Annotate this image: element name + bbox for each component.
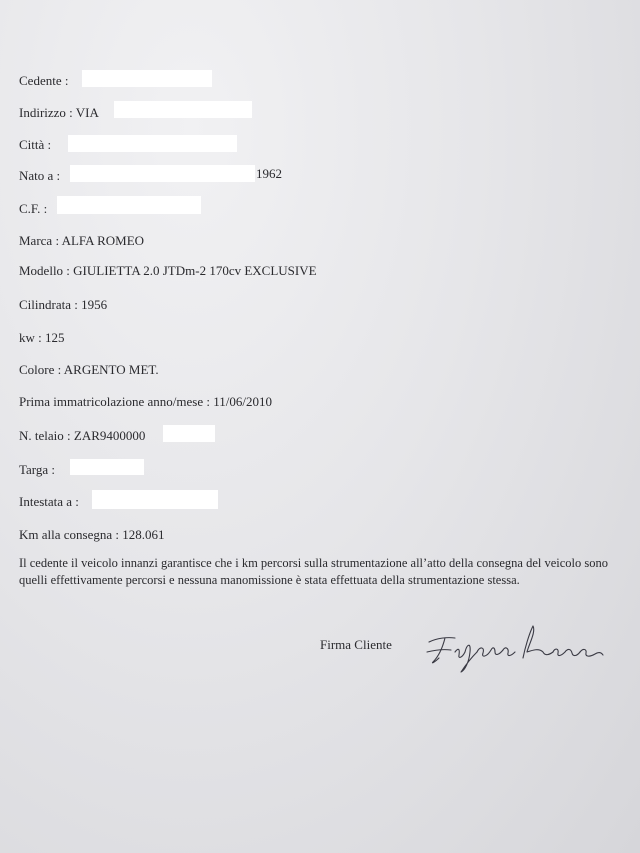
citta-label: Città : [19, 137, 52, 152]
km-value: Km alla consegna : 128.061 [19, 527, 165, 542]
cedente-label: Cedente : [19, 73, 69, 88]
targa-label: Targa : [19, 462, 56, 477]
declaration-text: Il cedente il veicolo innanzi garantisce che i km percorsi sulla strumentazione all’atto della consegna del veicolo sono quelli effettivamente percorsi e nessuna manomissione è stata effettuata della strumentazione stessa. [19, 556, 609, 587]
prima-immatricolazione-value: Prima immatricolazione anno/mese : 11/06/2010 [19, 394, 272, 409]
redacted-indirizzo [114, 101, 252, 118]
indirizzo-label: Indirizzo : VIA [19, 105, 99, 120]
redacted-cedente [82, 70, 212, 87]
redacted-targa [70, 459, 144, 475]
signature-scribble [425, 622, 605, 677]
kw-value: kw : 125 [19, 330, 65, 345]
modello-value: Modello : GIULIETTA 2.0 JTDm-2 170cv EXCLUSIVE [19, 263, 317, 278]
cilindrata-value: Cilindrata : 1956 [19, 297, 108, 312]
nato-year: 1962 [256, 166, 282, 181]
redacted-intestata [92, 490, 218, 509]
redacted-citta [68, 135, 237, 152]
redacted-nato [70, 165, 255, 182]
colore-value: Colore : ARGENTO MET. [19, 362, 159, 377]
redacted-cf [57, 196, 201, 214]
cf-label: C.F. : [19, 201, 48, 216]
marca-value: Marca : ALFA ROMEO [19, 233, 145, 248]
intestata-label: Intestata a : [19, 494, 79, 509]
telaio-value: N. telaio : ZAR9400000 [19, 428, 146, 443]
redacted-telaio [163, 425, 215, 442]
nato-label: Nato a : [19, 168, 61, 183]
signature-label: Firma Cliente [320, 637, 392, 652]
